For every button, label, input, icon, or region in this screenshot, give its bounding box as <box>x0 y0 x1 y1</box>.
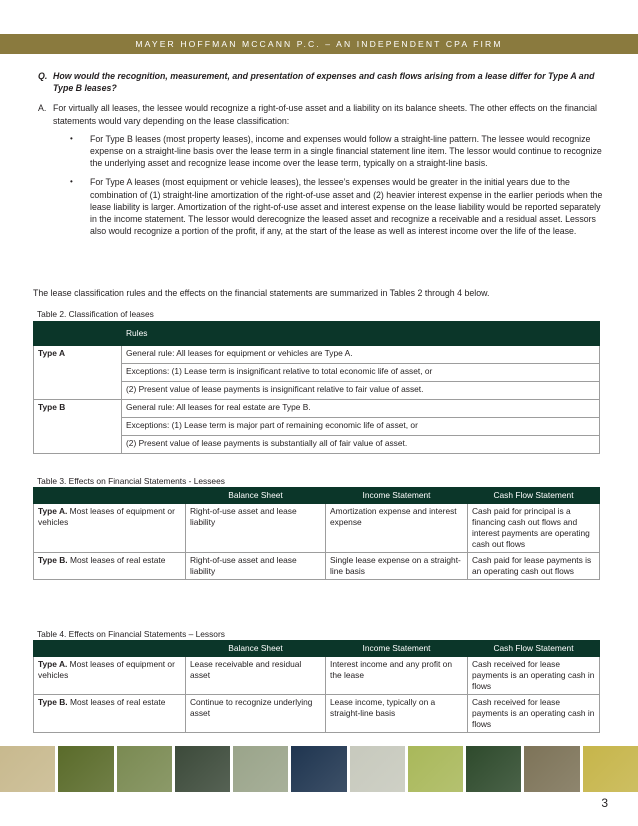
table-header-cell: Balance Sheet <box>186 641 326 657</box>
table-cell: Cash paid for principal is a financing cash out flows and interest payments are operating cash out flows <box>468 504 600 553</box>
table-cell: Cash received for lease payments is an operating cash in flows <box>468 657 600 695</box>
table-cell: (2) Present value of lease payments is substantially all of fair value of asset. <box>122 436 600 454</box>
bullet-icon: • <box>70 177 73 187</box>
photo-tile <box>233 746 288 792</box>
table-header-cell <box>34 488 186 504</box>
decorative-image-strip <box>0 746 638 792</box>
table-cell: Cash paid for lease payments is an operating cash out flows <box>468 553 600 580</box>
table-cell: Exceptions: (1) Lease term is insignificant relative to total economic life of asset, or <box>122 364 600 382</box>
table-row <box>34 695 600 733</box>
question-text: How would the recognition, measurement, and presentation of expenses and cash flows arising from a lease differ for Type A and Type B leases? <box>53 71 595 94</box>
table-cell: Interest income and any profit on the lease <box>326 657 468 695</box>
table-row <box>34 657 600 695</box>
photo-tile <box>524 746 579 792</box>
table-header-cell: Income Statement <box>326 641 468 657</box>
type-label: Type B <box>34 400 122 454</box>
table-header-cell <box>34 641 186 657</box>
row-label: Type B. Most leases of real estate <box>34 695 186 733</box>
table-cell: Right-of-use asset and lease liability <box>186 504 326 553</box>
table-header-cell <box>34 322 122 346</box>
answer <box>38 102 608 126</box>
table-header-cell: Income Statement <box>326 488 468 504</box>
row-label: Type B. Most leases of real estate <box>34 553 186 580</box>
table-header-cell: Balance Sheet <box>186 488 326 504</box>
photo-tile <box>466 746 521 792</box>
table-cell: General rule: All leases for equipment or vehicles are Type A. <box>122 346 600 364</box>
photo-tile <box>291 746 346 792</box>
table3-caption: Table 3. Effects on Financial Statements - Lessees <box>37 476 225 486</box>
table2-caption: Table 2. Classification of leases <box>37 309 154 319</box>
photo-tile <box>58 746 113 792</box>
table-header-cell: Cash Flow Statement <box>468 641 600 657</box>
table-row <box>34 400 600 418</box>
bullet-item <box>70 133 608 170</box>
photo-tile <box>350 746 405 792</box>
table2-classification <box>33 321 600 454</box>
table-cell: Cash received for lease payments is an operating cash in flows <box>468 695 600 733</box>
table-header-cell: Rules <box>122 322 600 346</box>
photo-tile <box>0 746 55 792</box>
table4-caption: Table 4. Effects on Financial Statements – Lessors <box>37 629 225 639</box>
table-cell: Continue to recognize underlying asset <box>186 695 326 733</box>
answer-bullets <box>70 133 608 238</box>
table-cell: (2) Present value of lease payments is insignificant relative to fair value of asset. <box>122 382 600 400</box>
table-cell: Amortization expense and interest expense <box>326 504 468 553</box>
table-row <box>34 346 600 364</box>
bullet-text: For Type A leases (most equipment or vehicle leases), the lessee’s expenses would be greater in the initial years due to the combination of (1) straight-line amortization of the right-of-use asset and (2) heavier interest expense in the earlier periods when the lease liability is larger. Amortization of the right-of-use asset and interest expense on the lease liability would be reported separately in the income statement. The lessor would derecognize the leased asset and recognize a receivable and a residual asset. Lessors also would recognize a portion of the profit, if any, at the start of the lease as well as interest income over the life of the lease. <box>90 177 603 237</box>
table-cell: Single lease expense on a straight-line basis <box>326 553 468 580</box>
table-header-row <box>34 488 600 504</box>
table-cell: General rule: All leases for real estate are Type B. <box>122 400 600 418</box>
page-number: 3 <box>601 796 608 810</box>
answer-marker: A. <box>38 103 47 114</box>
bullet-icon: • <box>70 133 73 143</box>
table3-lessees <box>33 487 600 580</box>
bullet-text: For Type B leases (most property leases), income and expenses would follow a straight-line pattern. The lessee would recognize expense on a straight-line basis over the lease term in a single financial statement line item. The lessor would continue to recognize the underlying asset and recognize lease income over the lease term, typically on a straight-line basis. <box>90 133 602 169</box>
answer-text: For virtually all leases, the lessee would recognize a right-of-use asset and a liability on its balance sheets. The other effects on the financial statements would vary depending on the lease classification: <box>53 103 597 126</box>
table-cell: Exceptions: (1) Lease term is major part of remaining economic life of asset, or <box>122 418 600 436</box>
table-row <box>34 553 600 580</box>
table-header-row <box>34 641 600 657</box>
question <box>38 70 608 94</box>
table4-lessors <box>33 640 600 733</box>
table-row <box>34 504 600 553</box>
row-label: Type A. Most leases of equipment or vehicles <box>34 504 186 553</box>
photo-tile <box>175 746 230 792</box>
photo-tile <box>117 746 172 792</box>
table-cell: Lease receivable and residual asset <box>186 657 326 695</box>
firm-banner: MAYER HOFFMAN MCCANN P.C. – AN INDEPENDENT CPA FIRM <box>0 34 638 54</box>
table-cell: Lease income, typically on a straight-line basis <box>326 695 468 733</box>
bullet-item <box>70 176 608 237</box>
qa-section <box>38 70 608 244</box>
type-label: Type A <box>34 346 122 400</box>
summary-paragraph: The lease classification rules and the effects on the financial statements are summarized in Tables 2 through 4 below. <box>33 288 490 298</box>
row-label: Type A. Most leases of equipment or vehicles <box>34 657 186 695</box>
question-marker: Q. <box>38 71 48 81</box>
table-header-cell: Cash Flow Statement <box>468 488 600 504</box>
table-cell: Right-of-use asset and lease liability <box>186 553 326 580</box>
photo-tile <box>408 746 463 792</box>
table-header-row <box>34 322 600 346</box>
photo-tile <box>583 746 638 792</box>
